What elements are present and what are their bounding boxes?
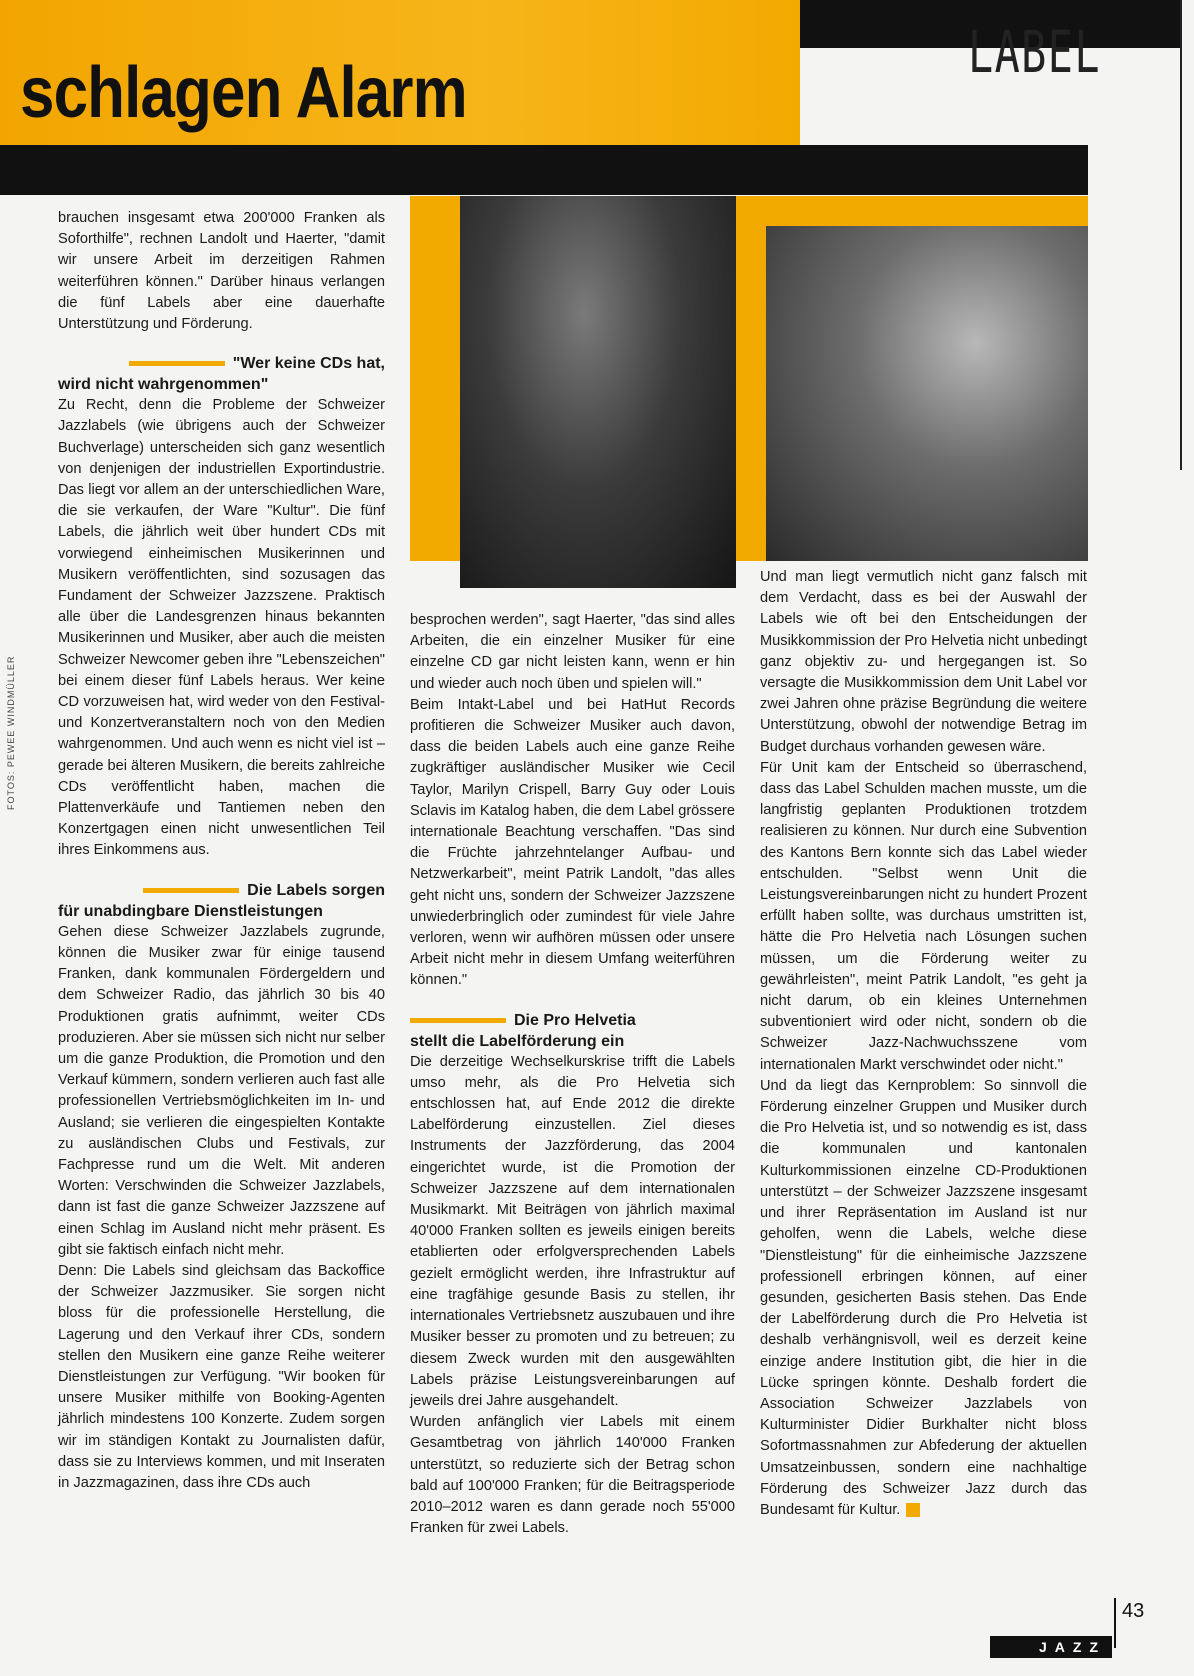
photo-credit: FOTOS: PEWEE WINDMÜLLER — [6, 655, 16, 810]
header-black-bar — [0, 145, 1088, 195]
paragraph: Denn: Die Labels sind gleichsam das Backoffice der Schweizer Jazzmusiker. Sie sorgen nicht bloss für die professionelle Herstellung, die Lagerung und den Verkauf ihrer CDs, sondern stellen den Musikern eine ganze Reihe weiterer Dienstleistungen zur Verfügung. "Wir booken für unsere Musiker mithilfe von Booking-Agenten jährlich mindestens 100 Konzerte. Zudem sorgen wir im ständigen Kontakt zu Journalisten dafür, dass sie zu Interviews kommen, und mit Inseraten in Jazzmagazinen, dass ihre CDs auch — [58, 1262, 385, 1491]
subheading-line: "Wer keine CDs hat, — [232, 355, 385, 373]
section-label: LABEL — [968, 18, 1101, 86]
subheading — [410, 1010, 735, 1052]
paragraph: Zu Recht, denn die Probleme der Schweizer Jazzlabels (wie übrigens auch der Schweizer Buchverlage) unterscheiden sich ganz wesentlich von denjenigen der industriellen Exportindustrie. Das liegt vor allem an der unterschiedlichen Ware, die sie verkaufen, der Ware "Kultur". Die fünf Labels, die jährlich weit über hundert CDs mit vorwiegend einheimischen Musikerinnen und Musikern veröffentlichten, sind sozusagen das Fundament der Schweizer Jazzszene. Praktisch alle über die Landesgrenzen hinaus bekannten Musikerinnen und Musiker, aber auch die meisten Schweizer Newcomer geben ihre "Lebenszeichen" bei einem dieser fünf Labels heraus. Wer keine CD vorzuweisen hat, wird weder von den Festival- und Konzertveranstaltern noch von den Medien wahrgenommen. Und auch wenn es nicht viel ist – gerade bei älteren Musikern, die bereits zahlreiche CDs veröffentlicht haben, machen die Plattenverkäufe und Tantiemen neben den Konzertgagen einen nicht unwesentlichen Teil ihres Einkommens aus. — [58, 397, 385, 859]
page-number: 43 — [1122, 1600, 1145, 1622]
accent-bar — [410, 1018, 506, 1023]
vertical-rule — [1180, 0, 1182, 470]
magazine-name-tab: JAZZ — [990, 1636, 1112, 1658]
article-column-2 — [410, 610, 735, 1539]
end-of-article-square-icon — [906, 1503, 920, 1517]
paragraph: Beim Intakt-Label und bei HatHut Records profitieren die Schweizer Musiker auch davon, dass die beiden Labels auch eine ganze Reihe zugkräftiger ausländischer Musiker wie Cecil Taylor, Marilyn Crispell, Barry Guy oder Louis Sclavis im Katalog haben, die dem Label grössere internationale Beachtung verschaffen. "Das sind die Früchte jahrzehntelanger Aufbau- und Netzwerkarbeit", meint Patrik Landolt, "das alles geht nicht uns, sondern der Schweizer Jazzszene unwiederbringlich oder zumindest für viele Jahre verloren, wenn wir aufhören müssen oder unsere Arbeit nicht mehr in diesem Umfang weiterführen können." — [410, 696, 735, 989]
subheading-line: Die Pro Helvetia — [514, 1011, 636, 1029]
paragraph: Wurden anfänglich vier Labels mit einem Gesamtbetrag von jährlich 140'000 Franken unterstützt, so reduzierte sich der Betrag schon bald auf 100'000 Franken; für die Beitragsperiode 2010–2012 waren es dann gerade noch 55'000 Franken für zwei Labels. — [410, 1414, 735, 1537]
photo-portrait-right — [766, 226, 1088, 561]
article-column-3 — [760, 567, 1087, 1521]
page-number-rule — [1114, 1598, 1116, 1648]
subheading-line: stellt die Labelförderung ein — [410, 1032, 625, 1050]
subheading — [58, 353, 385, 395]
accent-bar — [143, 888, 239, 893]
paragraph-text: Und da liegt das Kernproblem: So sinnvoll die Förderung einzelner Gruppen und Musiker durch die Pro Helvetia ist, und so notwendig es ist, dass die kommunalen und kantonalen Kulturkommissionen einzelne CD-Produktionen unterstützt – der Schweizer Jazzszene insgesamt und ihrer Repräsentation im Ausland ist nur geholfen, wenn die Labels, welche diese "Dienstleistung" für die einheimische Jazzszene professionell erbringen können, auf einer gesunden, gesicherten Basis stehen. Das Ende der Labelförderung durch die Pro Helvetia ist deshalb verhängnisvoll, weil es derzeit keine einzige andere Institution gibt, die hier in die Lücke springen könnte. Deshalb fordert die Association Schweizer Jazzlabels von Kulturminister Didier Burkhalter nicht bloss Sofortmassnahmen zur Abfederung der aktuellen Umsatzeinbussen, sondern eine nachhaltige Förderung des Schweizer Jazz durch das Bundesamt für Kultur. — [760, 1077, 1087, 1518]
headline: schlagen Alarm — [20, 53, 467, 133]
paragraph — [760, 1076, 1087, 1521]
article-column-1 — [58, 208, 385, 1494]
paragraph: Und man liegt vermutlich nicht ganz falsch mit dem Verdacht, dass es bei der Auswahl der Labels wie oft bei den Entscheidungen der Musikkommission der Pro Helvetia nicht unbedingt ganz objektiv zu- und hergegangen ist. So versagte die Musikkommission dem Unit Label vor zwei Jahren ohne präzise Begründung die weitere Unterstützung, obwohl der notwendige Betrag im Budget durchaus vorhanden gewesen wäre. — [760, 569, 1087, 755]
paragraph: Gehen diese Schweizer Jazzlabels zugrunde, können die Musiker zwar für einige tausend Franken, dank kommunalen Fördergeldern und dem Schweizer Radio, das jährlich 30 bis 40 Produktionen gratis aufnimmt, weiter CDs produzieren. Aber sie müssen sich nicht nur selber um die ganze Produktion, die Promotion und den Verkauf kümmern, sondern verlieren auch fast alle professionellen Vertriebsmöglichkeiten im In- und Ausland; sie verlieren die eingespielten Kontakte zu ausländischen Clubs und Festivals, zur Fachpresse rund um die Welt. Mit anderen Worten: Verschwinden die Schweizer Jazzlabels, dann ist fast die ganze Schweizer Jazzszene auf einen Schlag im Ausland nicht mehr präsent. Es gibt sie faktisch einfach nicht mehr. — [58, 923, 385, 1258]
paragraph: brauchen insgesamt etwa 200'000 Franken als Soforthilfe", rechnen Landolt und Haerter, "damit wir unsere Arbeit im derzeitigen Rahmen weiterführen können." Darüber hinaus verlangen die fünf Labels aber eine dauerhafte Unterstützung und Förderung. — [58, 210, 385, 333]
subheading-line: wird nicht wahrgenommen" — [58, 376, 269, 394]
subheading-line: für unabdingbare Dienstleistungen — [58, 902, 323, 920]
paragraph: Die derzeitige Wechselkurskrise trifft die Labels umso mehr, als die Pro Helvetia sich entschlossen hat, auf Ende 2012 die direkte Labelförderung einzustellen. Ziel dieses Instruments der Jazzförderung, das 2004 eingerichtet wurde, ist die Promotion der Schweizer Jazzszene auf dem internationalen Musikmarkt. Mit Beiträgen von jährlich maximal 40'000 Franken sollten es jeweils einigen bereits etablierten oder erfolgversprechenden Labels gezielt ermöglicht werden, ihre Infrastruktur auf eine tragfähige gesunde Basis zu stellen, ihr internationales Vertriebsnetz auszubauen und ihre Musiker besser zu promoten und zu betreuen; zu diesem Zweck wurden mit den ausgewählten Labels präzise Leistungsvereinbarungen auf jeweils drei Jahre ausgehandelt. — [410, 1053, 735, 1409]
accent-bar — [129, 361, 225, 366]
photo-portrait-left — [460, 196, 736, 588]
subheading-line: Die Labels sorgen — [247, 881, 385, 899]
paragraph: besprochen werden", sagt Haerter, "das sind alles Arbeiten, die ein einzelner Musiker für eine einzelne CD gar nicht leisten kann, wenn er hin und wieder auch noch üben und spielen will." — [410, 612, 735, 692]
subheading — [58, 880, 385, 922]
paragraph: Für Unit kam der Entscheid so überraschend, dass das Label Schulden machen musste, um die langfristig geplanten Produktionen trotzdem realisieren zu können. Nur durch eine Subvention des Kantons Bern konnte sich das Label wieder entschulden. "Selbst wenn Unit die Leistungsvereinbarungen nicht zu hundert Prozent erfüllt haben sollte, was durchaus umstritten ist, hätte die Pro Helvetia nach Lösungen suchen müssen, um die Förderung weiter zu gewährleisten", meint Patrik Landolt, "es geht ja nicht darum, ob ein kleines Unternehmen subventioniert wird oder nicht, sondern ob die Schweizer Jazz-Nachwuchsszene vom internationalen Markt verschwindet oder nicht." — [760, 759, 1087, 1073]
